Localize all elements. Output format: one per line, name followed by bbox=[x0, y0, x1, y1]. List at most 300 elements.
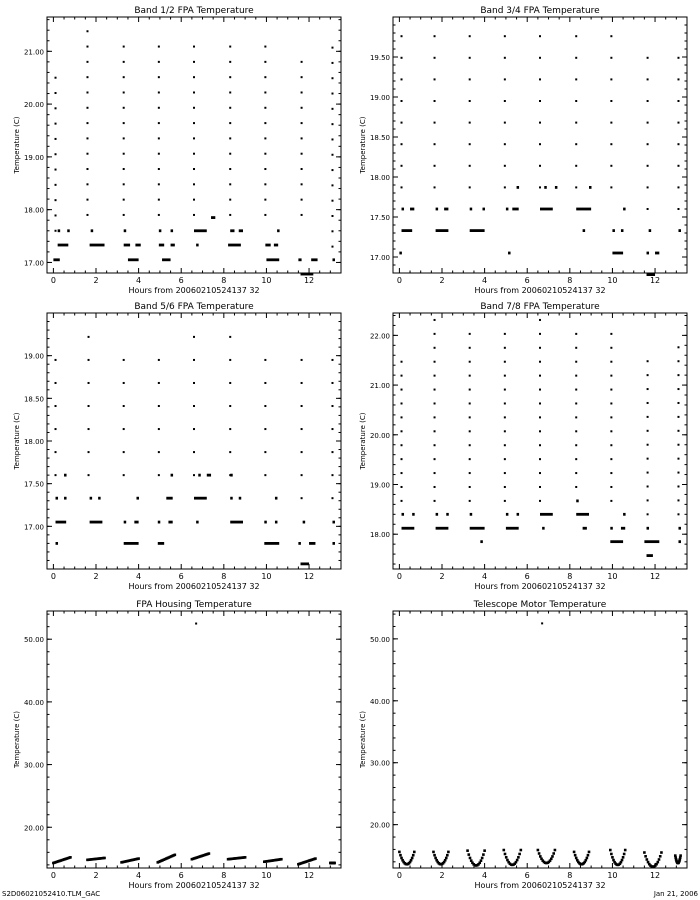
data-point bbox=[610, 35, 612, 37]
data-point bbox=[55, 405, 57, 407]
data-point bbox=[331, 93, 333, 95]
data-point bbox=[412, 854, 415, 857]
data-point bbox=[504, 143, 506, 145]
data-point bbox=[331, 62, 333, 64]
data-point bbox=[539, 100, 541, 102]
data-point bbox=[331, 246, 333, 248]
data-point bbox=[331, 474, 333, 476]
data-point bbox=[88, 359, 90, 361]
chart-4 bbox=[359, 302, 687, 591]
data-point bbox=[55, 169, 57, 171]
data-point bbox=[539, 375, 541, 377]
data-point bbox=[610, 143, 612, 145]
x-tick-label: 4 bbox=[482, 572, 488, 581]
data-segment bbox=[402, 513, 405, 516]
data-point bbox=[193, 451, 195, 453]
data-point bbox=[331, 77, 333, 79]
data-point bbox=[610, 333, 612, 335]
data-point bbox=[539, 186, 541, 188]
data-segment bbox=[90, 497, 93, 500]
data-point bbox=[123, 61, 125, 63]
data-point bbox=[610, 402, 612, 404]
data-point bbox=[193, 153, 195, 155]
data-point bbox=[483, 849, 486, 852]
data-point bbox=[193, 122, 195, 124]
data-point bbox=[401, 430, 403, 432]
data-point bbox=[229, 405, 231, 407]
data-point bbox=[504, 186, 506, 188]
data-point bbox=[434, 57, 436, 59]
data-segment bbox=[265, 244, 270, 247]
data-point bbox=[677, 444, 679, 446]
data-point bbox=[434, 486, 436, 488]
data-segment bbox=[134, 521, 138, 524]
chart-6 bbox=[359, 600, 687, 890]
data-point bbox=[123, 183, 125, 185]
y-tick-label: 40.00 bbox=[23, 698, 44, 707]
data-point bbox=[610, 361, 612, 363]
data-point bbox=[504, 444, 506, 446]
data-point bbox=[444, 859, 447, 862]
data-point bbox=[610, 78, 612, 80]
data-segment bbox=[124, 542, 139, 545]
data-segment bbox=[506, 208, 509, 211]
data-segment bbox=[583, 229, 586, 232]
data-point bbox=[229, 122, 231, 124]
data-point bbox=[575, 430, 577, 432]
data-point bbox=[264, 46, 266, 48]
data-point bbox=[539, 458, 541, 460]
x-tick-label: 10 bbox=[261, 572, 272, 581]
data-point bbox=[123, 451, 125, 453]
x-tick-label: 4 bbox=[136, 276, 142, 285]
data-segment bbox=[158, 521, 161, 524]
data-point bbox=[158, 153, 160, 155]
chart-title: Telescope Motor Temperature bbox=[473, 600, 607, 610]
data-point bbox=[158, 199, 160, 201]
plot-frame bbox=[47, 17, 341, 273]
data-point bbox=[621, 859, 624, 862]
data-point bbox=[575, 143, 577, 145]
data-point bbox=[610, 472, 612, 474]
data-point bbox=[301, 61, 303, 63]
y-axis-label: Temperature (C) bbox=[13, 711, 21, 768]
data-point bbox=[434, 361, 436, 363]
data-point bbox=[280, 858, 283, 861]
data-point bbox=[622, 856, 625, 859]
y-tick-label: 17.00 bbox=[23, 523, 44, 532]
data-point bbox=[193, 428, 195, 430]
x-tick-label: 0 bbox=[396, 871, 402, 880]
data-point bbox=[610, 486, 612, 488]
data-point bbox=[434, 472, 436, 474]
data-point bbox=[301, 382, 303, 384]
y-tick-label: 19.00 bbox=[369, 481, 390, 490]
data-point bbox=[401, 143, 403, 145]
chart-title: FPA Housing Temperature bbox=[136, 600, 252, 610]
data-segment bbox=[136, 497, 139, 500]
data-segment bbox=[98, 497, 101, 500]
data-point bbox=[504, 57, 506, 59]
data-segment bbox=[171, 229, 174, 232]
data-point bbox=[539, 333, 541, 335]
data-point bbox=[331, 405, 333, 407]
data-point bbox=[55, 451, 57, 453]
x-tick-label: 10 bbox=[607, 276, 618, 285]
data-point bbox=[301, 91, 303, 93]
data-point bbox=[575, 78, 577, 80]
data-point bbox=[137, 857, 140, 860]
data-point bbox=[264, 474, 266, 476]
data-segment bbox=[576, 513, 589, 516]
data-point bbox=[331, 215, 333, 217]
data-point bbox=[401, 35, 403, 37]
data-point bbox=[331, 47, 333, 49]
data-point bbox=[434, 375, 436, 377]
data-segment bbox=[402, 208, 405, 211]
data-point bbox=[264, 122, 266, 124]
data-point bbox=[646, 858, 649, 861]
data-segment bbox=[623, 208, 626, 211]
data-point bbox=[643, 851, 646, 854]
data-point bbox=[55, 230, 57, 232]
data-point bbox=[434, 857, 437, 860]
data-point bbox=[469, 500, 471, 502]
data-point bbox=[229, 46, 231, 48]
data-point bbox=[69, 856, 72, 859]
data-point bbox=[539, 402, 541, 404]
data-point bbox=[434, 333, 436, 335]
data-point bbox=[623, 853, 626, 856]
data-segment bbox=[128, 258, 139, 261]
data-point bbox=[401, 458, 403, 460]
x-tick-label: 12 bbox=[649, 871, 661, 880]
data-segment bbox=[239, 229, 243, 232]
data-point bbox=[504, 78, 506, 80]
data-point bbox=[647, 472, 649, 474]
data-point bbox=[331, 169, 333, 171]
data-segment bbox=[589, 186, 592, 189]
data-point bbox=[573, 851, 576, 854]
data-point bbox=[123, 91, 125, 93]
data-point bbox=[301, 497, 303, 499]
data-segment bbox=[159, 229, 162, 232]
data-point bbox=[504, 347, 506, 349]
data-point bbox=[193, 107, 195, 109]
data-point bbox=[466, 849, 469, 852]
data-point bbox=[55, 474, 57, 476]
data-segment bbox=[207, 474, 211, 477]
data-point bbox=[55, 92, 57, 94]
data-point bbox=[677, 208, 679, 210]
chart-5 bbox=[13, 600, 341, 890]
data-segment bbox=[402, 527, 415, 530]
data-point bbox=[264, 214, 266, 216]
data-segment bbox=[230, 229, 234, 232]
data-point bbox=[55, 382, 57, 384]
data-point bbox=[264, 137, 266, 139]
data-point bbox=[539, 165, 541, 167]
data-segment bbox=[64, 474, 67, 477]
data-point bbox=[538, 852, 541, 855]
data-point bbox=[195, 623, 197, 625]
data-point bbox=[88, 382, 90, 384]
data-point bbox=[677, 346, 679, 348]
data-point bbox=[469, 35, 471, 37]
data-segment bbox=[540, 208, 553, 211]
data-segment bbox=[158, 542, 164, 545]
data-point bbox=[86, 107, 88, 109]
data-segment bbox=[168, 521, 172, 524]
data-point bbox=[504, 430, 506, 432]
data-point bbox=[401, 122, 403, 124]
data-point bbox=[158, 46, 160, 48]
data-point bbox=[331, 230, 333, 232]
data-point bbox=[174, 854, 177, 857]
data-segment bbox=[64, 497, 67, 500]
data-point bbox=[401, 402, 403, 404]
data-point bbox=[123, 122, 125, 124]
data-point bbox=[158, 107, 160, 109]
data-point bbox=[123, 382, 125, 384]
data-segment bbox=[228, 244, 241, 247]
y-tick-label: 50.00 bbox=[369, 635, 390, 644]
y-axis-label: Temperature (C) bbox=[359, 711, 367, 768]
data-segment bbox=[576, 499, 579, 502]
x-tick-label: 12 bbox=[649, 572, 661, 581]
data-point bbox=[539, 430, 541, 432]
data-point bbox=[537, 849, 540, 852]
data-point bbox=[505, 856, 508, 859]
data-point bbox=[539, 78, 541, 80]
data-point bbox=[244, 856, 247, 859]
data-point bbox=[656, 861, 659, 864]
data-segment bbox=[399, 252, 402, 255]
x-tick-label: 2 bbox=[93, 276, 99, 285]
x-tick-label: 0 bbox=[396, 572, 402, 581]
data-point bbox=[586, 857, 589, 860]
data-point bbox=[331, 359, 333, 361]
data-point bbox=[86, 46, 88, 48]
data-point bbox=[504, 402, 506, 404]
x-tick-label: 2 bbox=[439, 871, 445, 880]
data-point bbox=[647, 388, 649, 390]
data-point bbox=[469, 143, 471, 145]
data-point bbox=[469, 100, 471, 102]
data-point bbox=[55, 138, 57, 140]
data-point bbox=[88, 451, 90, 453]
data-point bbox=[434, 416, 436, 418]
x-tick-label: 0 bbox=[396, 276, 402, 285]
x-tick-label: 0 bbox=[50, 572, 56, 581]
x-axis-label: Hours from 20060210524137 32 bbox=[128, 286, 260, 295]
data-point bbox=[123, 153, 125, 155]
x-tick-label: 12 bbox=[303, 871, 315, 880]
x-tick-label: 6 bbox=[524, 276, 530, 285]
data-point bbox=[585, 859, 588, 862]
data-point bbox=[610, 458, 612, 460]
data-point bbox=[55, 77, 57, 79]
data-segment bbox=[301, 562, 310, 565]
data-point bbox=[401, 375, 403, 377]
x-tick-label: 6 bbox=[524, 572, 530, 581]
data-point bbox=[677, 78, 679, 80]
data-segment bbox=[612, 229, 615, 232]
data-segment bbox=[194, 497, 207, 500]
chart-title: Band 3/4 FPA Temperature bbox=[480, 6, 600, 16]
data-point bbox=[158, 61, 160, 63]
data-point bbox=[264, 107, 266, 109]
x-axis-label: Hours from 20060210524137 32 bbox=[474, 582, 606, 591]
data-point bbox=[609, 849, 612, 852]
data-point bbox=[331, 184, 333, 186]
data-point bbox=[469, 857, 472, 860]
data-point bbox=[677, 499, 679, 501]
data-point bbox=[552, 852, 555, 855]
data-point bbox=[445, 857, 448, 860]
data-segment bbox=[277, 229, 280, 232]
data-point bbox=[469, 333, 471, 335]
x-tick-label: 10 bbox=[607, 572, 618, 581]
data-point bbox=[301, 183, 303, 185]
data-point bbox=[575, 472, 577, 474]
data-point bbox=[123, 168, 125, 170]
data-point bbox=[301, 451, 303, 453]
data-point bbox=[331, 138, 333, 140]
data-point bbox=[229, 61, 231, 63]
y-tick-label: 20.00 bbox=[369, 431, 390, 440]
data-point bbox=[434, 500, 436, 502]
x-axis-label: Hours from 20060210524137 32 bbox=[474, 286, 606, 295]
data-point bbox=[193, 61, 195, 63]
data-segment bbox=[436, 527, 449, 530]
data-segment bbox=[544, 186, 547, 189]
data-point bbox=[446, 854, 449, 857]
data-point bbox=[123, 46, 125, 48]
data-segment bbox=[444, 208, 448, 211]
data-point bbox=[229, 137, 231, 139]
data-segment bbox=[506, 527, 519, 530]
data-segment bbox=[56, 521, 67, 524]
data-segment bbox=[410, 208, 414, 211]
data-point bbox=[88, 405, 90, 407]
data-point bbox=[504, 472, 506, 474]
plot-frame bbox=[393, 313, 687, 569]
x-tick-label: 6 bbox=[178, 572, 184, 581]
data-point bbox=[193, 76, 195, 78]
x-tick-label: 10 bbox=[261, 276, 272, 285]
data-point bbox=[575, 347, 577, 349]
data-point bbox=[520, 849, 523, 852]
data-point bbox=[434, 143, 436, 145]
y-tick-label: 19.50 bbox=[369, 54, 390, 62]
data-segment bbox=[198, 474, 201, 477]
data-point bbox=[301, 107, 303, 109]
y-tick-label: 21.00 bbox=[369, 382, 390, 391]
data-point bbox=[434, 100, 436, 102]
x-tick-label: 4 bbox=[136, 572, 142, 581]
data-point bbox=[264, 199, 266, 201]
data-segment bbox=[230, 497, 233, 500]
data-point bbox=[86, 91, 88, 93]
data-point bbox=[331, 108, 333, 110]
data-point bbox=[401, 165, 403, 167]
data-point bbox=[539, 57, 541, 59]
data-point bbox=[469, 361, 471, 363]
data-point bbox=[575, 333, 577, 335]
data-segment bbox=[332, 542, 335, 545]
data-segment bbox=[211, 216, 215, 219]
data-point bbox=[469, 165, 471, 167]
data-point bbox=[401, 444, 403, 446]
y-tick-label: 18.00 bbox=[369, 174, 390, 182]
y-tick-label: 19.00 bbox=[23, 153, 44, 162]
x-tick-label: 12 bbox=[649, 276, 661, 285]
data-point bbox=[86, 122, 88, 124]
data-segment bbox=[517, 513, 520, 516]
data-point bbox=[331, 123, 333, 125]
footer-filename: S2D06021052410.TLM_GAC bbox=[2, 890, 101, 898]
data-point bbox=[469, 389, 471, 391]
data-point bbox=[541, 622, 543, 624]
data-segment bbox=[264, 542, 279, 545]
x-tick-label: 0 bbox=[50, 276, 56, 285]
data-segment bbox=[647, 252, 650, 255]
data-point bbox=[539, 472, 541, 474]
data-segment bbox=[470, 229, 485, 232]
x-axis-label: Hours from 20060210524137 32 bbox=[128, 881, 260, 890]
chart-2 bbox=[359, 6, 687, 295]
data-point bbox=[481, 857, 484, 860]
data-point bbox=[158, 91, 160, 93]
data-point bbox=[86, 76, 88, 78]
data-segment bbox=[332, 521, 335, 524]
data-point bbox=[314, 857, 317, 860]
data-point bbox=[660, 851, 663, 854]
data-point bbox=[575, 122, 577, 124]
data-segment bbox=[623, 513, 626, 516]
data-segment bbox=[298, 258, 301, 261]
data-point bbox=[611, 856, 614, 859]
y-tick-label: 50.00 bbox=[23, 636, 44, 645]
data-marks bbox=[398, 622, 682, 868]
data-point bbox=[55, 199, 57, 201]
data-point bbox=[333, 862, 336, 865]
data-point bbox=[264, 168, 266, 170]
data-point bbox=[229, 451, 231, 453]
data-point bbox=[469, 430, 471, 432]
data-point bbox=[677, 186, 679, 188]
data-point bbox=[554, 849, 557, 852]
data-point bbox=[123, 405, 125, 407]
data-point bbox=[158, 428, 160, 430]
data-point bbox=[301, 214, 303, 216]
y-tick-label: 18.50 bbox=[23, 395, 44, 404]
data-segment bbox=[555, 186, 558, 189]
data-segment bbox=[621, 527, 625, 530]
x-tick-label: 6 bbox=[178, 276, 184, 285]
x-tick-label: 12 bbox=[303, 276, 315, 285]
data-point bbox=[331, 451, 333, 453]
data-point bbox=[301, 428, 303, 430]
data-point bbox=[86, 214, 88, 216]
y-tick-label: 17.00 bbox=[23, 259, 44, 268]
x-tick-label: 8 bbox=[221, 276, 227, 285]
data-segment bbox=[90, 521, 103, 524]
data-point bbox=[123, 137, 125, 139]
data-point bbox=[434, 430, 436, 432]
data-point bbox=[413, 851, 416, 854]
